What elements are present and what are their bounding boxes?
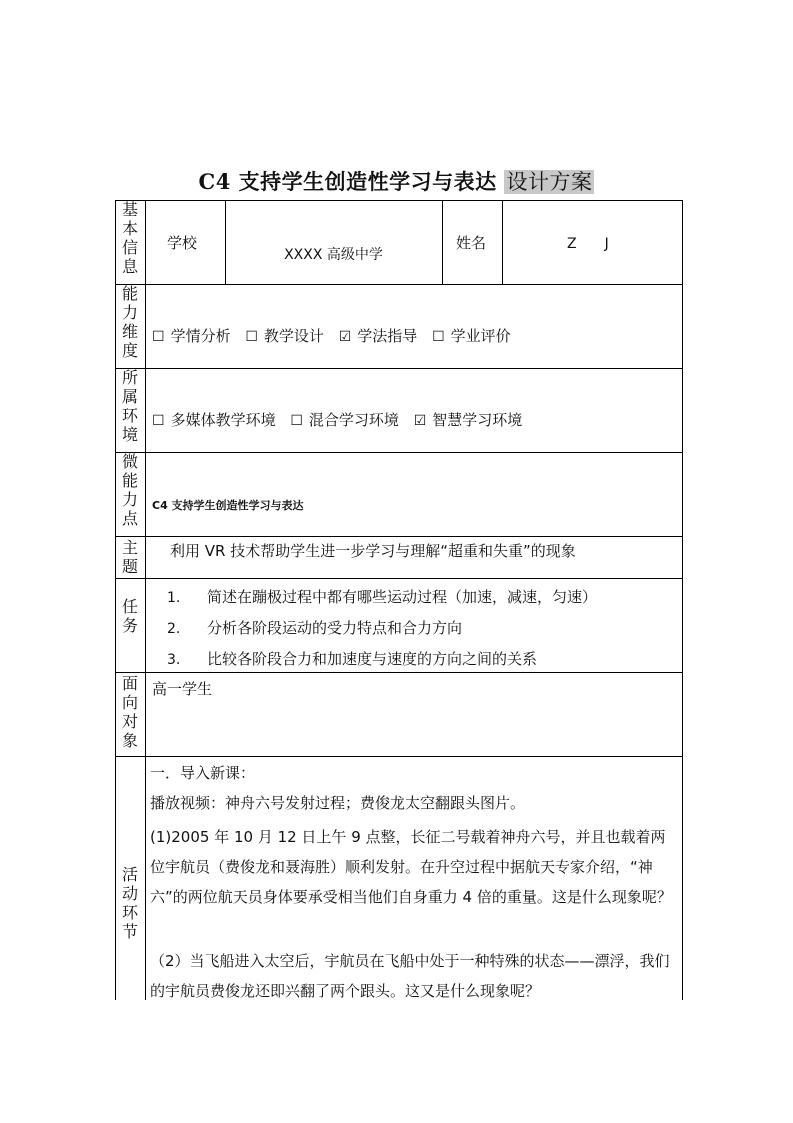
label-column-divider [145, 200, 146, 1000]
environment-options [152, 409, 532, 430]
row-divider [115, 536, 683, 537]
task-item [167, 586, 597, 607]
row-divider [115, 452, 683, 453]
option-label: 学法指导 [357, 327, 418, 345]
label-topic: 主题 [121, 538, 138, 576]
option-label: 教学设计 [263, 327, 324, 345]
activity-line: 一．导入新课： [150, 764, 256, 782]
ability-option[interactable] [152, 327, 231, 345]
environment-option[interactable] [414, 411, 523, 429]
design-table [115, 200, 683, 1000]
table-border-right [682, 200, 683, 1000]
task-item [167, 617, 462, 638]
label-micro-ability: 微能力点 [121, 452, 138, 528]
task-text: 分析各阶段运动的受力特点和合力方向 [207, 619, 463, 637]
task-number: 3. [167, 652, 181, 668]
ability-option[interactable] [432, 327, 511, 345]
task-text: 比较各阶段合力和加速度与速度的方向之间的关系 [207, 650, 538, 668]
ability-option[interactable] [245, 327, 324, 345]
activity-paragraph: （2）当飞船进入太空后，宇航员在飞船中处于一种特殊的状态——漂浮，我们的宇航员费俊龙还即兴翻了两个跟头。这又是什么现象呢？ [150, 952, 670, 1000]
cell-divider [442, 200, 443, 284]
topic-value: 利用 VR 技术帮助学生进一步学习与理解“超重和失重”的现象 [170, 542, 576, 560]
label-ability-dimension: 能力维度 [121, 284, 138, 360]
option-label: 学业评价 [450, 327, 511, 345]
label-environment: 所属环境 [121, 368, 138, 444]
checkbox-icon: ☐ [152, 329, 165, 345]
name-label: 姓名 [456, 234, 487, 252]
row-divider [115, 284, 683, 285]
label-audience: 面向对象 [121, 674, 138, 750]
document-title [0, 166, 793, 196]
environment-option[interactable] [290, 411, 399, 429]
ability-option[interactable] [339, 327, 418, 345]
checkbox-icon: ☐ [290, 413, 303, 429]
environment-option[interactable] [152, 411, 276, 429]
micro-ability-value: C4 支持学生创造性学习与表达 [152, 499, 304, 512]
ability-options [152, 325, 521, 346]
row-divider [115, 368, 683, 369]
task-number: 1. [167, 590, 181, 606]
cell-divider [225, 200, 226, 284]
task-item [167, 648, 537, 669]
option-label: 学情分析 [170, 327, 231, 345]
checkbox-checked-icon: ☑ [338, 329, 352, 345]
activity-paragraph: (1)2005 年 10 月 12 日上午 9 点整，长征二号载着神舟六号，并且也载着两位宇航员（费俊龙和聂海胜）顺利发射。在升空过程中据航天专家介绍，“神六”的两位航天员身体要承受相当他们自身重力 4 倍的重量。这是什么现象呢？ [150, 828, 672, 906]
task-number: 2. [167, 621, 181, 637]
option-label: 多媒体教学环境 [170, 411, 276, 429]
label-tasks: 任务 [121, 597, 138, 635]
audience-value: 高一学生 [152, 680, 213, 698]
title-main: C4 支持学生创造性学习与表达 [198, 169, 497, 194]
row-divider [115, 756, 683, 757]
checkbox-checked-icon: ☑ [413, 413, 427, 429]
option-label: 智慧学习环境 [432, 411, 523, 429]
row-divider [115, 672, 683, 673]
cell-divider [502, 200, 503, 284]
checkbox-icon: ☐ [432, 329, 445, 345]
name-value: Z J [567, 236, 609, 252]
option-label: 混合学习环境 [308, 411, 399, 429]
task-text: 简述在蹦极过程中都有哪些运动过程（加速，减速，匀速） [207, 588, 598, 606]
title-highlight: 设计方案 [506, 170, 593, 194]
label-activity: 活动环节 [121, 865, 138, 941]
label-basic-info: 基本信息 [121, 200, 138, 276]
checkbox-icon: ☐ [152, 413, 165, 429]
activity-line: 播放视频：神舟六号发射过程；费俊龙太空翻跟头图片。 [150, 794, 526, 812]
checkbox-icon: ☐ [245, 329, 258, 345]
row-divider [115, 578, 683, 579]
school-value: XXXX 高级中学 [284, 247, 383, 263]
table-border-top [115, 200, 683, 201]
school-label: 学校 [167, 234, 198, 252]
